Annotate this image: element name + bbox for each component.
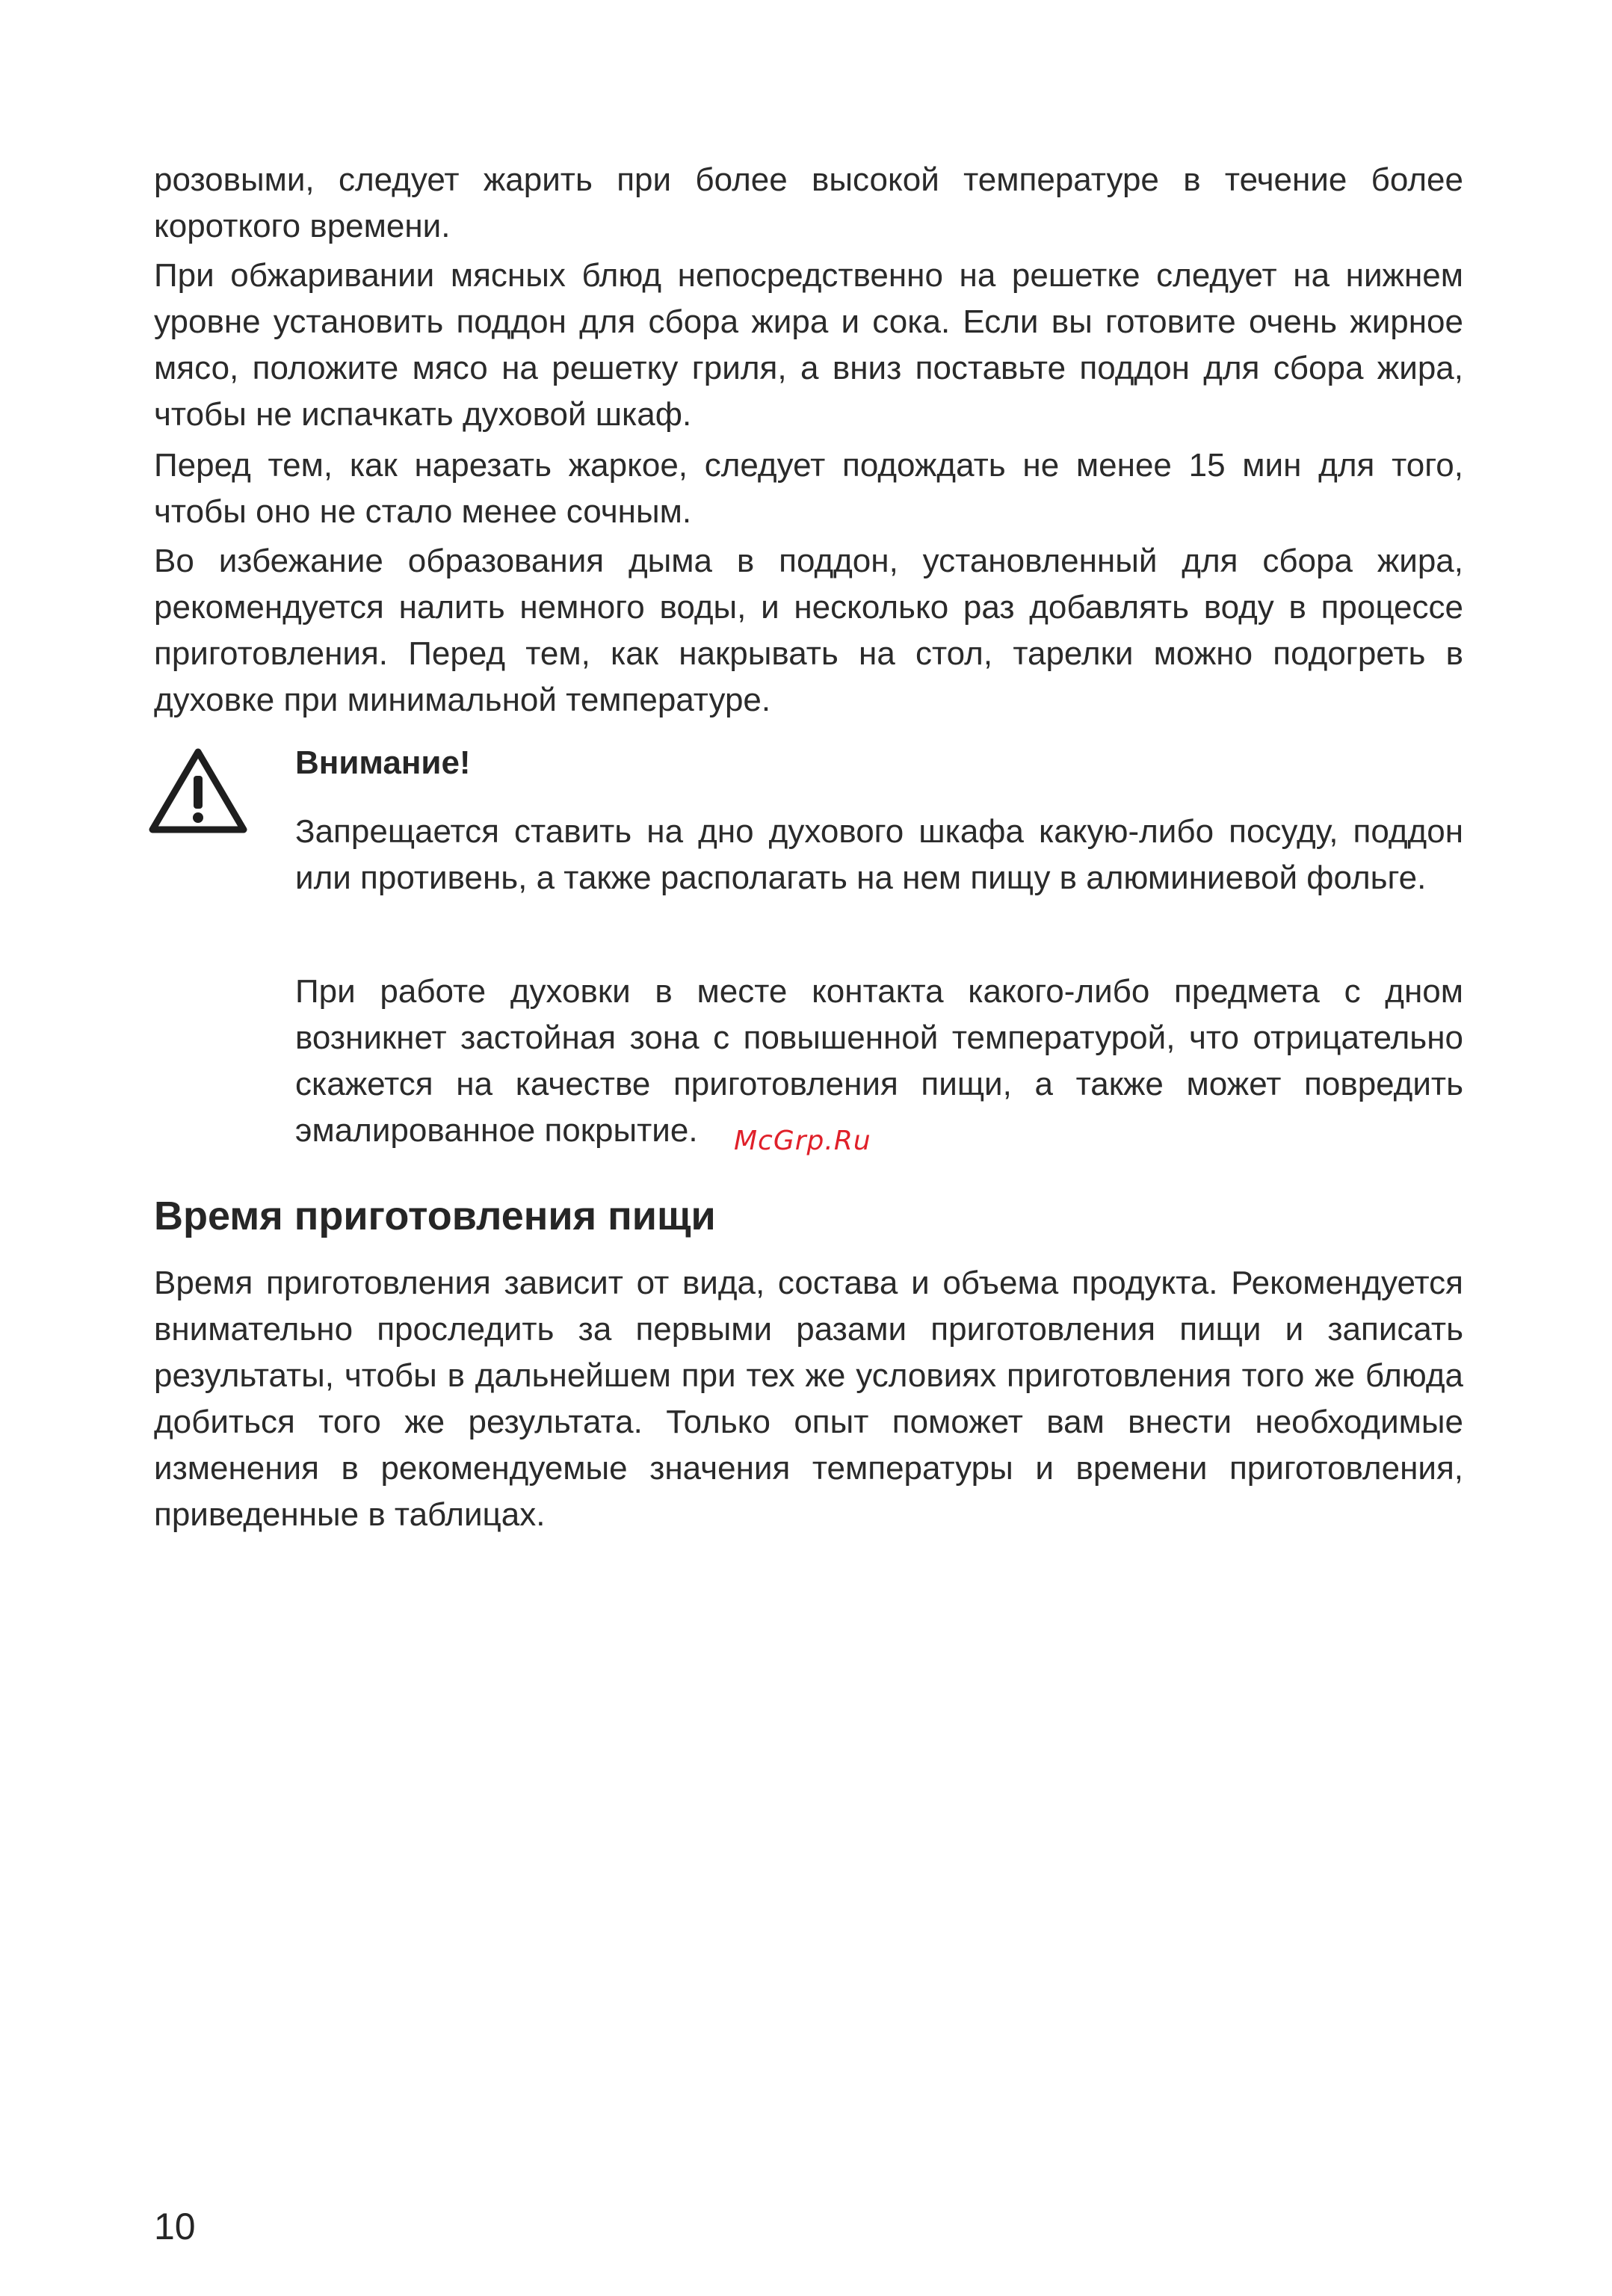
paragraph-text: Перед тем, как нарезать жаркое, следует подождать не менее 15 мин для того, чтобы оно не стало менее сочным. xyxy=(154,447,1463,530)
warning-triangle-icon xyxy=(148,747,248,834)
paragraph xyxy=(154,538,1463,723)
watermark: McGrp.Ru xyxy=(734,1126,871,1156)
warning-paragraph-text: При работе духовки в месте контакта какого-либо предмета с дном возникнет застойная зона с повышенной температурой, что отрицательно скажется на качестве приготовления пищи, а также может повредить эмалированное покрытие. xyxy=(295,973,1463,1149)
paragraph xyxy=(154,442,1463,535)
paragraph-text: Время приготовления зависит от вида, состава и объема продукта. Рекомендуется внимательно проследить за первыми разами приготовления пищи и записать результаты, чтобы в дальнейшем при тех же условиях приготовления того же блюда добиться того же результата. Только опыт поможет вам внести необходимые изменения в рекомендуемые значения температуры и времени приготовления, приведенные в таблицах. xyxy=(154,1265,1463,1533)
warning-title: Внимание! xyxy=(295,744,471,781)
section-heading: Время приготовления пищи xyxy=(154,1194,716,1238)
paragraph-text: розовыми, следует жарить при более высокой температуре в течение более короткого времени. xyxy=(154,161,1463,244)
warning-paragraph-text: Запрещается ставить на дно духового шкафа какую-либо посуду, поддон или противень, а также располагать на нем пищу в алюминиевой фольге. xyxy=(295,813,1463,896)
paragraph-text: При обжаривании мясных блюд непосредственно на решетке следует на нижнем уровне установить поддон для сбора жира и сока. Если вы готовите очень жирное мясо, положите мясо на решетку гриля, а вниз поставьте поддон для сбора жира, чтобы не испачкать духовой шкаф. xyxy=(154,257,1463,433)
paragraph xyxy=(154,1260,1463,1538)
paragraph xyxy=(154,157,1463,250)
warning-paragraph xyxy=(295,809,1463,901)
page-number: 10 xyxy=(154,2206,196,2247)
paragraph-text: Во избежание образования дыма в поддон, установленный для сбора жира, рекомендуется налить немного воды, и несколько раз добавлять воду в процессе приготовления. Перед тем, как накрывать на стол, тарелки можно подогреть в духовке при минимальной температуре. xyxy=(154,543,1463,718)
paragraph xyxy=(154,253,1463,438)
warning-paragraph xyxy=(295,969,1463,1154)
